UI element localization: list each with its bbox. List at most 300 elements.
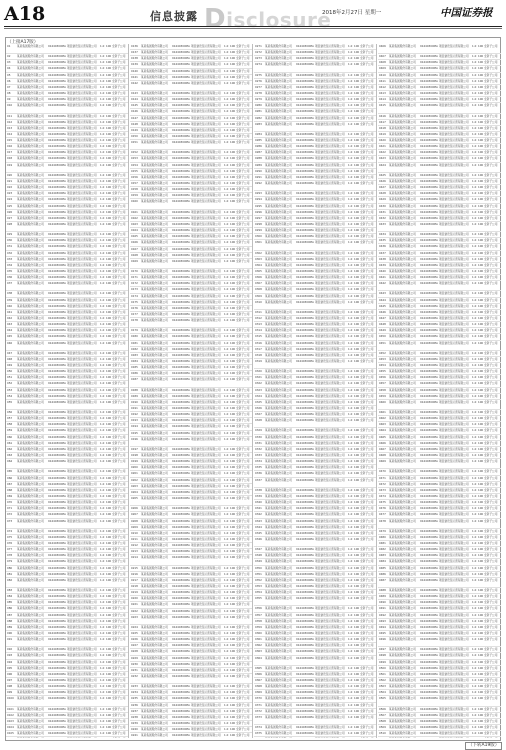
table-cell-ratio: 10 (106, 500, 111, 505)
table-cell-type: 全资子公司 (360, 251, 376, 256)
table-cell-code: 91440300MA5 (420, 269, 438, 274)
table-cell-code: 91440300MA5 (172, 81, 190, 85)
table-cell-ratio: 10 (354, 359, 359, 363)
table-cell-ratio: 10 (106, 222, 111, 226)
table-cell-id: 054 (7, 394, 16, 399)
table-cell-type: 全资子公司 (112, 304, 128, 309)
table-cell-id: 0309 (255, 294, 264, 299)
table-cell-ratio: 10 (230, 596, 235, 601)
table-cell-type: 全资子公司 (112, 447, 128, 452)
table-cell-type: 全资子公司 (360, 435, 376, 440)
table-cell-code: 91440300MA5 (48, 447, 66, 452)
table-cell-content: 项目建设及运营有限公司 (315, 725, 347, 730)
table-cell-share: 1.0 (224, 721, 229, 726)
table-cell-company: 某某集团股份有限公司 (141, 406, 171, 411)
table-cell-id: 0156 (131, 175, 140, 180)
table-cell-type: 全资子公司 (360, 494, 376, 499)
table-cell-code: 91440300MA5 (296, 625, 314, 630)
table-cell-code: 91440300MA5 (420, 529, 438, 534)
table-cell-id: 0361 (255, 637, 264, 642)
table-cell-content: 项目建设及运营有限公司 (439, 547, 471, 552)
table-cell-ratio: 10 (478, 310, 483, 315)
table-cell-company: 某某集团股份有限公司 (265, 453, 295, 458)
table-cell-id: 0363 (255, 649, 264, 654)
table-cell-ratio: 10 (230, 690, 235, 695)
table-cell-share: 1.0 (224, 525, 229, 530)
table-cell-code: 91440300MA5 (420, 257, 438, 262)
table-cell-company: 某某集团股份有限公司 (141, 490, 171, 495)
table-cell-code: 91440300MA5 (296, 281, 314, 286)
table-cell-ratio (106, 737, 111, 738)
table-cell-type: 全资子公司 (360, 684, 376, 689)
table-cell-type: 全资子公司 (236, 703, 252, 708)
table-cell-share: 1.0 (224, 431, 229, 436)
table-cell-company: 某某集团股份有限公司 (389, 428, 419, 433)
table-cell-type: 全资子公司 (360, 666, 376, 671)
table-cell-share: 1.0 (224, 602, 229, 607)
table-cell-id: 0212 (131, 543, 140, 548)
table-cell-type: 全资子公司 (112, 547, 128, 552)
table-cell-code: 91440300MA5 (296, 703, 314, 708)
table-cell-share: 1.0 (348, 204, 353, 209)
table-cell-ratio: 10 (106, 559, 111, 564)
table-cell-content: 项目建设及运营有限公司 (67, 275, 99, 280)
table-cell-ratio: 10 (106, 566, 111, 571)
table-cell-ratio: 10 (478, 529, 483, 534)
table-cell-share: 1.0 (348, 412, 353, 417)
table-cell-ratio: 10 (478, 494, 483, 499)
table-cell-ratio: 10 (354, 150, 359, 155)
table-cell-ratio: 10 (106, 269, 111, 274)
table-cell-ratio: 10 (106, 44, 111, 48)
table-cell-type: 全资子公司 (236, 300, 252, 305)
table-cell-ratio: 10 (478, 625, 483, 630)
table-cell-type: 全资子公司 (360, 715, 376, 719)
table-cell-company: 某某集团股份有限公司 (17, 120, 47, 125)
table-cell-type: 全资子公司 (360, 322, 376, 327)
table-cell-type: 全资子公司 (236, 643, 252, 648)
table-cell-ratio: 10 (230, 312, 235, 317)
table-cell-ratio: 10 (106, 150, 111, 155)
table-cell-id: 0287 (255, 150, 264, 155)
table-cell-type: 全资子公司 (484, 216, 500, 221)
table-cell-ratio: 10 (478, 197, 483, 202)
table-cell-code: 91440300MA5 (420, 138, 438, 143)
table-cell-type: 全资子公司 (112, 606, 128, 611)
table-cell-content: 项目建设及运营有限公司 (315, 596, 347, 600)
table-cell-id: 092 (7, 647, 16, 652)
table-cell-company: 某某集团股份有限公司 (141, 281, 171, 286)
table-cell-company: 某某集团股份有限公司 (265, 553, 295, 558)
table-cell-ratio: 10 (106, 232, 111, 237)
table-cell-code: 91440300MA5 (420, 232, 438, 237)
table-cell-code: 91440300MA5 (296, 204, 314, 209)
table-cell-ratio: 10 (478, 459, 483, 463)
table-cell-company: 某某集团股份有限公司 (17, 97, 47, 102)
table-cell-type: 全资子公司 (360, 637, 376, 642)
table-cell-content: 项目建设及运营有限公司 (315, 191, 347, 196)
table-cell-id (7, 737, 16, 738)
table-cell-id: 053 (7, 388, 16, 393)
table-cell-company: 某某集团股份有限公司 (389, 410, 419, 415)
table-cell-code: 91440300MA5 (420, 410, 438, 415)
table-cell-ratio: 10 (230, 181, 235, 186)
table-cell-code: 91440300MA5 (48, 553, 66, 558)
table-cell-content: 项目建设及运营有限公司 (315, 696, 347, 701)
table-cell-code: 91440300MA5 (296, 294, 314, 299)
table-cell-content: 项目建设及运营有限公司 (315, 300, 347, 304)
table-cell-id: 0313 (255, 322, 264, 327)
table-cell-ratio: 10 (106, 613, 111, 618)
table-cell-code: 91440300MA5 (296, 637, 314, 642)
table-cell-type: 全资子公司 (236, 175, 252, 180)
table-cell-code: 91440300MA5 (296, 50, 314, 55)
table-cell-id: 021 (7, 179, 16, 184)
table-cell-code: 91440300MA5 (48, 600, 66, 605)
table-cell-code: 91440300MA5 (48, 500, 66, 505)
table-cell-share: 1.0 (472, 269, 477, 274)
table-cell-company: 某某集团股份有限公司 (265, 316, 295, 321)
table-cell-code: 91440300MA5 (420, 216, 438, 221)
table-cell-company: 某某集团股份有限公司 (17, 322, 47, 327)
table-cell-content: 项目建设及运营有限公司 (67, 120, 99, 125)
table-cell-id: 0223 (131, 615, 140, 619)
table-cell-share: 1.0 (224, 453, 229, 458)
table-cell-content: 项目建设及运营有限公司 (191, 281, 223, 286)
table-cell-ratio: 10 (106, 625, 111, 630)
table-cell-company: 某某集团股份有限公司 (389, 713, 419, 718)
table-cell-company: 某某集团股份有限公司 (389, 73, 419, 78)
table-cell-type: 全资子公司 (484, 619, 500, 624)
table-cell-code: 91440300MA5 (296, 471, 314, 476)
table-cell-type: 全资子公司 (112, 216, 128, 221)
table-cell-type: 全资子公司 (484, 291, 500, 296)
table-cell-id: 0195 (131, 431, 140, 436)
table-cell-code: 91440300MA5 (48, 400, 66, 404)
table-cell-content: 项目建设及运营有限公司 (439, 606, 471, 611)
table-cell-id: 0356 (255, 606, 264, 611)
table-cell-company: 某某集团股份有限公司 (141, 294, 171, 299)
table-cell-company: 某某集团股份有限公司 (265, 418, 295, 422)
table-cell-content: 项目建设及运营有限公司 (191, 287, 223, 292)
table-cell-ratio: 10 (354, 281, 359, 286)
table-cell-type: 全资子公司 (112, 613, 128, 618)
table-cell-share: 1.0 (100, 156, 105, 161)
table-cell-content: 项目建设及运营有限公司 (191, 62, 223, 67)
table-cell-company: 某某集团股份有限公司 (17, 476, 47, 481)
table-cell-share: 1.0 (472, 719, 477, 724)
table-cell-company: 某某集团股份有限公司 (141, 228, 171, 233)
table-cell-code: 91440300MA5 (420, 500, 438, 505)
table-cell-company: 某某集团股份有限公司 (17, 713, 47, 718)
table-cell-content: 项目建设及运营有限公司 (315, 459, 347, 464)
table-cell-code: 91440300MA5 (296, 56, 314, 61)
table-cell-id: 0297 (255, 216, 264, 221)
table-cell-share: 1.0 (100, 185, 105, 190)
table-cell-type: 全资子公司 (112, 179, 128, 184)
table-row (254, 62, 376, 72)
table-cell-content: 项目建设及运营有限公司 (439, 316, 471, 321)
table-cell-ratio: 10 (354, 240, 359, 244)
table-cell-company: 某某集团股份有限公司 (141, 506, 171, 511)
table-cell-id: 0344 (255, 525, 264, 530)
table-cell-ratio: 10 (354, 619, 359, 624)
table-cell-share: 1.0 (224, 531, 229, 536)
table-row (130, 555, 252, 565)
table-cell-id: 09 (7, 97, 16, 102)
table-cell-content: 项目建设及运营有限公司 (67, 625, 99, 630)
table-cell-type: 全资子公司 (360, 150, 376, 155)
table-cell-ratio: 10 (354, 447, 359, 452)
table-cell-share: 1.0 (348, 156, 353, 161)
table-cell-content: 项目建设及运营有限公司 (439, 103, 471, 107)
table-cell-code: 91440300MA5 (296, 553, 314, 558)
table-cell-code: 91440300MA5 (172, 365, 190, 370)
table-cell-ratio: 10 (478, 126, 483, 131)
table-cell-code: 91440300MA5 (296, 725, 314, 730)
table-cell-share: 1.0 (224, 637, 229, 642)
table-cell-ratio: 10 (106, 410, 111, 415)
table-cell-id: 0349 (255, 559, 264, 564)
table-cell-ratio: 10 (354, 163, 359, 168)
table-cell-share: 1.0 (100, 447, 105, 452)
table-cell-company: 某某集团股份有限公司 (17, 341, 47, 345)
table-cell-type: 全资子公司 (236, 459, 252, 464)
table-cell-code: 91440300MA5 (172, 519, 190, 524)
table-cell-company: 某某集团股份有限公司 (265, 353, 295, 358)
table-cell-id: 043 (7, 322, 16, 327)
table-cell-share: 1.0 (224, 216, 229, 221)
table-cell-ratio: 10 (354, 500, 359, 505)
table-cell-company: 某某集团股份有限公司 (265, 500, 295, 505)
table-cell-code: 91440300MA5 (420, 684, 438, 689)
table-cell-company: 某某集团股份有限公司 (265, 596, 295, 600)
table-cell-content: 项目建设及运营有限公司 (439, 725, 471, 730)
table-cell-company: 某某集团股份有限公司 (17, 731, 47, 736)
table-cell-content: 项目建设及运营有限公司 (315, 731, 347, 736)
table-cell-ratio: 10 (230, 377, 235, 381)
table-cell-id: 0229 (131, 656, 140, 661)
table-cell-ratio: 10 (354, 222, 359, 227)
table-cell-share: 1.0 (100, 103, 105, 107)
table-cell-ratio: 10 (230, 50, 235, 55)
table-cell-id: 0238 (131, 715, 140, 720)
table-cell-ratio: 10 (478, 85, 483, 90)
table-cell-company: 某某集团股份有限公司 (265, 287, 295, 292)
table-cell-ratio: 10 (354, 596, 359, 600)
table-cell-code: 91440300MA5 (172, 97, 190, 102)
table-cell-share: 1.0 (472, 244, 477, 249)
table-cell-code (48, 737, 66, 738)
table-cell-content: 项目建设及运营有限公司 (67, 179, 99, 184)
table-cell-company: 某某集团股份有限公司 (265, 103, 295, 108)
table-cell-company: 某某集团股份有限公司 (265, 116, 295, 121)
table-cell-ratio: 10 (354, 649, 359, 654)
table-cell-content: 项目建设及运营有限公司 (315, 316, 347, 321)
table-cell-type: 全资子公司 (360, 163, 376, 168)
table-cell-company: 某某集团股份有限公司 (265, 519, 295, 524)
table-cell-type: 全资子公司 (236, 543, 252, 548)
table-row (130, 259, 252, 269)
table-cell-type: 全资子公司 (112, 114, 128, 119)
table-cell-share: 1.0 (224, 649, 229, 654)
table-cell-type: 全资子公司 (236, 156, 252, 161)
table-cell-share: 1.0 (472, 535, 477, 540)
table-cell-content: 项目建设及运营有限公司 (439, 334, 471, 339)
table-cell-company: 某某集团股份有限公司 (389, 613, 419, 618)
table-cell-content: 项目建设及运营有限公司 (439, 185, 471, 190)
table-cell-ratio: 10 (230, 703, 235, 708)
table-cell-content: 项目建设及运营有限公司 (67, 547, 99, 552)
table-cell-id: 0458 (379, 388, 388, 393)
table-cell-code: 91440300MA5 (48, 269, 66, 274)
table-column (254, 44, 377, 738)
table-cell-type: 全资子公司 (112, 156, 128, 161)
table-cell-id: 07 (7, 85, 16, 90)
table-cell-content: 项目建设及运营有限公司 (67, 197, 99, 202)
table-cell-share: 1.0 (348, 240, 353, 244)
table-cell-content: 项目建设及运营有限公司 (67, 719, 99, 724)
table-cell-share: 1.0 (348, 175, 353, 180)
table-cell-share: 1.0 (100, 291, 105, 296)
table-cell-content: 项目建设及运营有限公司 (67, 138, 99, 143)
table-cell-content: 项目建设及运营有限公司 (315, 590, 347, 595)
table-cell-company: 某某集团股份有限公司 (17, 422, 47, 427)
table-cell-type: 全资子公司 (360, 631, 376, 636)
table-cell-share: 1.0 (224, 287, 229, 292)
table-cell-share: 1.0 (224, 318, 229, 322)
table-cell-id: 0149 (131, 128, 140, 133)
table-cell-code: 91440300MA5 (172, 175, 190, 180)
table-cell-company: 某某集团股份有限公司 (265, 73, 295, 78)
table-cell-type: 全资子公司 (236, 519, 252, 524)
table-cell-type: 全资子公司 (112, 506, 128, 511)
table-cell-id: 0343 (255, 519, 264, 524)
table-cell-code: 91440300MA5 (172, 578, 190, 583)
table-cell-share: 1.0 (224, 140, 229, 144)
table-cell-type: 全资子公司 (112, 263, 128, 268)
table-row (6, 696, 128, 706)
table-cell-id: 0172 (131, 281, 140, 286)
table-cell-type: 全资子公司 (360, 447, 376, 452)
table-cell-share: 1.0 (348, 375, 353, 380)
table-cell-code: 91440300MA5 (296, 381, 314, 386)
table-cell-type: 全资子公司 (360, 537, 376, 541)
table-cell-code: 91440300MA5 (48, 731, 66, 736)
table-cell-company: 某某集团股份有限公司 (17, 291, 47, 296)
table-cell-content: 项目建设及运营有限公司 (191, 103, 223, 108)
table-cell-id: 048 (7, 357, 16, 362)
table-cell-share: 1.0 (348, 709, 353, 714)
table-cell-content: 项目建设及运营有限公司 (191, 328, 223, 333)
table-cell-ratio: 10 (478, 138, 483, 143)
table-cell-share: 1.0 (348, 341, 353, 346)
table-cell-code: 91440300MA5 (48, 369, 66, 374)
table-cell-id: 0454 (379, 363, 388, 368)
table-cell-id: 0473 (379, 488, 388, 493)
table-cell-share: 1.0 (224, 566, 229, 571)
table-cell-content: 项目建设及运营有限公司 (315, 287, 347, 292)
table-cell-id: 013 (7, 126, 16, 131)
table-cell-share: 1.0 (348, 656, 353, 660)
table-cell-company: 某某集团股份有限公司 (389, 126, 419, 131)
table-cell-id: 078 (7, 553, 16, 558)
table-cell-company: 某某集团股份有限公司 (17, 594, 47, 599)
table-cell-type: 全资子公司 (484, 369, 500, 374)
table-cell-share: 1.0 (348, 643, 353, 648)
table-cell-type: 全资子公司 (360, 709, 376, 714)
table-cell-ratio: 10 (230, 465, 235, 470)
table-cell-ratio: 10 (230, 187, 235, 192)
table-cell-type: 全资子公司 (360, 453, 376, 458)
table-cell-share: 1.0 (472, 173, 477, 178)
table-cell-type: 全资子公司 (360, 359, 376, 363)
table-cell-ratio: 10 (106, 316, 111, 321)
table-cell-company: 某某集团股份有限公司 (389, 114, 419, 119)
table-cell-share: 1.0 (100, 85, 105, 90)
table-cell-code: 91440300MA5 (172, 109, 190, 114)
table-cell-id: 0471 (379, 476, 388, 481)
table-cell-code: 91440300MA5 (172, 318, 190, 322)
table-cell-share: 1.0 (472, 263, 477, 268)
table-cell-id: 0444 (379, 298, 388, 303)
table-cell-type: 全资子公司 (360, 73, 376, 78)
table-cell-company: 某某集团股份有限公司 (17, 191, 47, 196)
table-cell-ratio: 10 (106, 578, 111, 582)
table-cell-content: 项目建设及运营有限公司 (315, 547, 347, 552)
table-cell-id: 0450 (379, 334, 388, 339)
table-cell-id: 0445 (379, 304, 388, 309)
table-cell-id: 0351 (255, 572, 264, 577)
table-cell-share: 1.0 (472, 606, 477, 611)
table-cell-company: 某某集团股份有限公司 (141, 531, 171, 536)
table-cell-content: 项目建设及运营有限公司 (191, 566, 223, 571)
table-row (130, 733, 252, 738)
table-row (254, 300, 376, 310)
table-cell-company: 某某集团股份有限公司 (141, 234, 171, 239)
table-cell-id: 047 (7, 351, 16, 356)
table-cell-code: 91440300MA5 (48, 684, 66, 689)
table-cell-type: 全资子公司 (112, 257, 128, 262)
table-cell-id: 097 (7, 678, 16, 683)
table-row (130, 140, 252, 150)
table-cell-type: 全资子公司 (112, 103, 128, 107)
table-cell-type: 全资子公司 (112, 416, 128, 421)
table-cell-ratio: 10 (354, 181, 359, 185)
table-cell-content: 项目建设及运营有限公司 (191, 727, 223, 732)
table-cell-company: 某某集团股份有限公司 (17, 416, 47, 421)
table-cell-id: 0152 (131, 150, 140, 155)
table-cell-share: 1.0 (224, 300, 229, 305)
table-cell-ratio: 10 (354, 435, 359, 440)
table-cell-ratio: 10 (354, 494, 359, 499)
table-cell-code: 91440300MA5 (296, 418, 314, 422)
table-cell-share: 1.0 (472, 553, 477, 558)
table-cell-code: 91440300MA5 (420, 132, 438, 137)
table-cell-code: 91440300MA5 (172, 169, 190, 174)
table-cell-company: 某某集团股份有限公司 (141, 359, 171, 364)
table-cell-id: 0196 (131, 437, 140, 441)
table-cell-company: 某某集团股份有限公司 (265, 132, 295, 137)
table-cell-company: 某某集团股份有限公司 (17, 559, 47, 564)
table-cell-share: 1.0 (348, 210, 353, 215)
table-cell-type: 全资子公司 (112, 725, 128, 730)
table-cell-share: 1.0 (348, 191, 353, 196)
table-cell-company: 某某集团股份有限公司 (389, 204, 419, 209)
table-cell-share: 1.0 (472, 519, 477, 523)
table-cell-company: 某某集团股份有限公司 (141, 210, 171, 215)
table-cell-content: 项目建设及运营有限公司 (67, 132, 99, 137)
